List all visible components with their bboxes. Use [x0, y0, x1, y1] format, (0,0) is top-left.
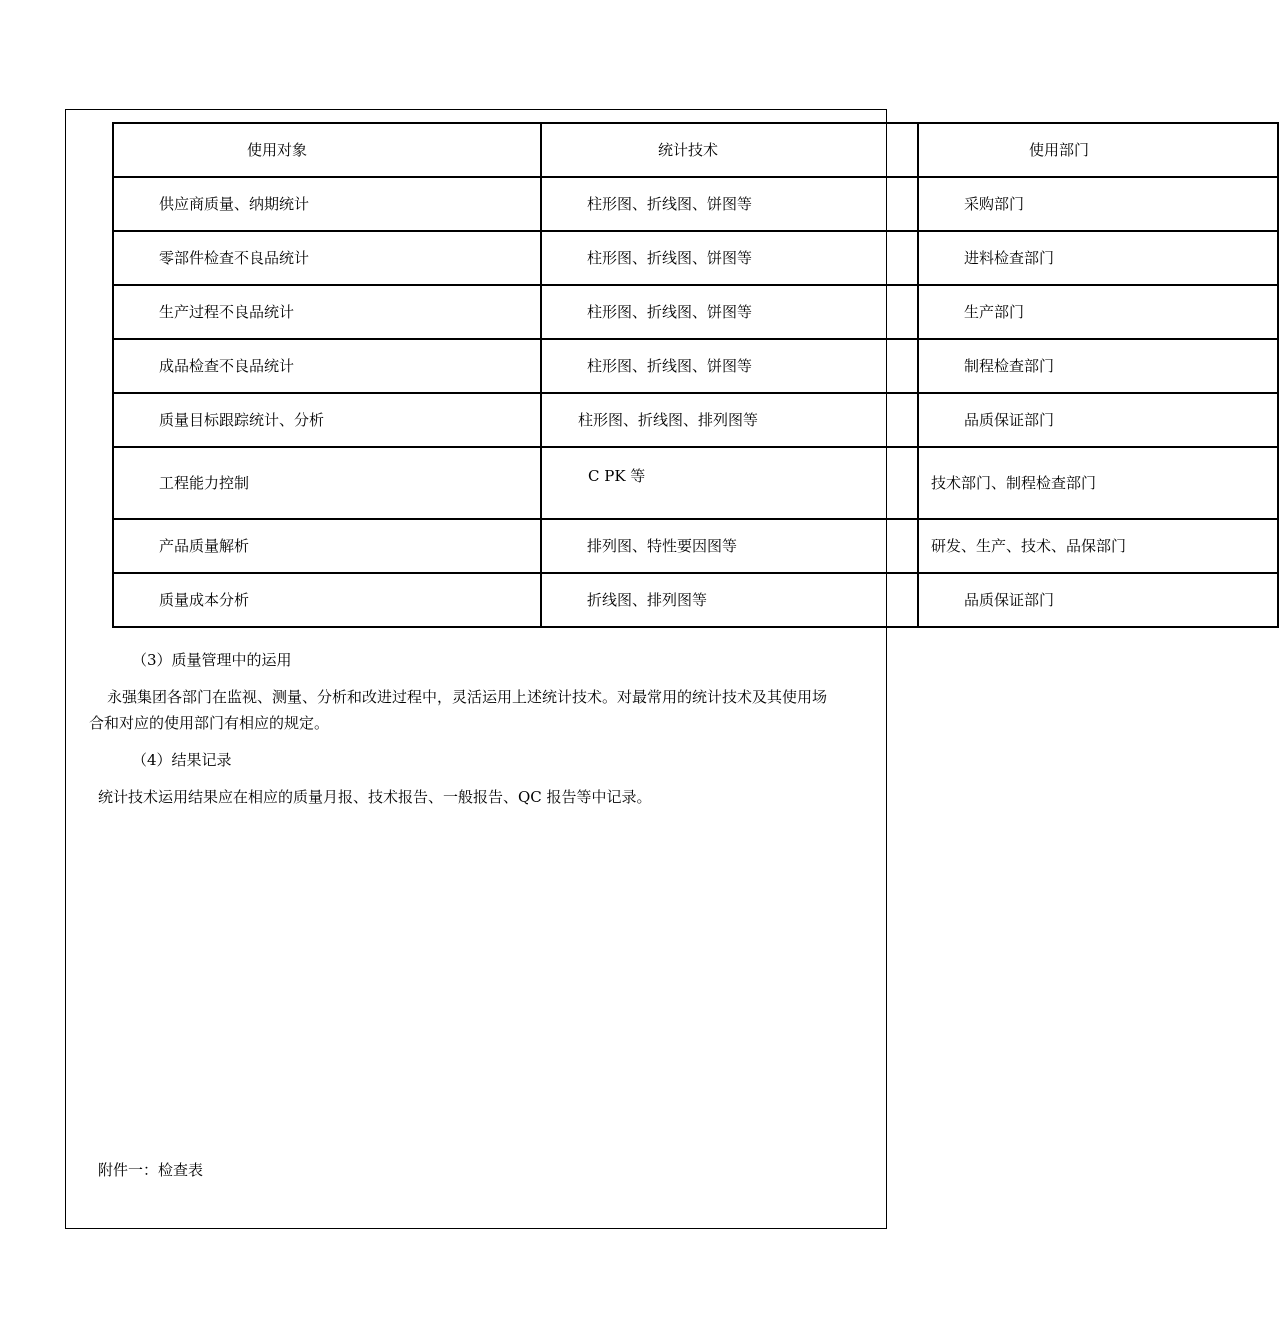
table-row — [113, 285, 1278, 339]
cell-department: 采购部门 — [918, 177, 1278, 231]
cell-object: 工程能力控制 — [113, 447, 541, 519]
cell-technique: 柱形图、折线图、饼图等 — [541, 177, 918, 231]
section4-paragraph: 统计技术运用结果应在相应的质量月报、技术报告、一般报告、QC 报告等中记录。 — [98, 788, 652, 806]
cell-object: 质量成本分析 — [113, 573, 541, 627]
header-statistical-technique: 统计技术 — [541, 123, 918, 177]
cell-department: 品质保证部门 — [918, 393, 1278, 447]
cell-object: 生产过程不良品统计 — [113, 285, 541, 339]
section4-heading: （4）结果记录 — [132, 751, 232, 769]
attachment-label: 附件一：检查表 — [98, 1161, 204, 1179]
header-usage-object: 使用对象 — [113, 123, 541, 177]
cell-department: 制程检查部门 — [918, 339, 1278, 393]
table-row — [113, 519, 1278, 573]
section3-heading: （3）质量管理中的运用 — [132, 651, 292, 669]
cell-technique: 柱形图、折线图、饼图等 — [541, 339, 918, 393]
table-row — [113, 447, 1278, 519]
header-department: 使用部门 — [918, 123, 1278, 177]
table-row — [113, 177, 1278, 231]
cell-technique: 柱形图、折线图、排列图等 — [541, 393, 918, 447]
table-row — [113, 231, 1278, 285]
section3-paragraph-line2: 合和对应的使用部门有相应的规定。 — [89, 714, 330, 732]
cell-technique: 折线图、排列图等 — [541, 573, 918, 627]
cell-object: 产品质量解析 — [113, 519, 541, 573]
cell-technique: 柱形图、折线图、饼图等 — [541, 231, 918, 285]
statistics-table — [112, 122, 1279, 628]
cell-object: 质量目标跟踪统计、分析 — [113, 393, 541, 447]
cell-department: 研发、生产、技术、品保部门 — [918, 519, 1278, 573]
cell-department: 进料检查部门 — [918, 231, 1278, 285]
section3-paragraph-line1: 永强集团各部门在监视、测量、分析和改进过程中，灵活运用上述统计技术。对最常用的统计技术及其使用场 — [107, 688, 828, 706]
cell-department: 技术部门、制程检查部门 — [918, 447, 1278, 519]
cell-object: 成品检查不良品统计 — [113, 339, 541, 393]
cell-department: 生产部门 — [918, 285, 1278, 339]
table-row — [113, 393, 1278, 447]
cell-technique: C PK 等 — [541, 447, 918, 519]
table-header-row — [113, 123, 1278, 177]
cell-department: 品质保证部门 — [918, 573, 1278, 627]
cell-technique: 柱形图、折线图、饼图等 — [541, 285, 918, 339]
table-row — [113, 339, 1278, 393]
cell-technique: 排列图、特性要因图等 — [541, 519, 918, 573]
table-row — [113, 573, 1278, 627]
cell-object: 供应商质量、纳期统计 — [113, 177, 541, 231]
cell-object: 零部件检查不良品统计 — [113, 231, 541, 285]
